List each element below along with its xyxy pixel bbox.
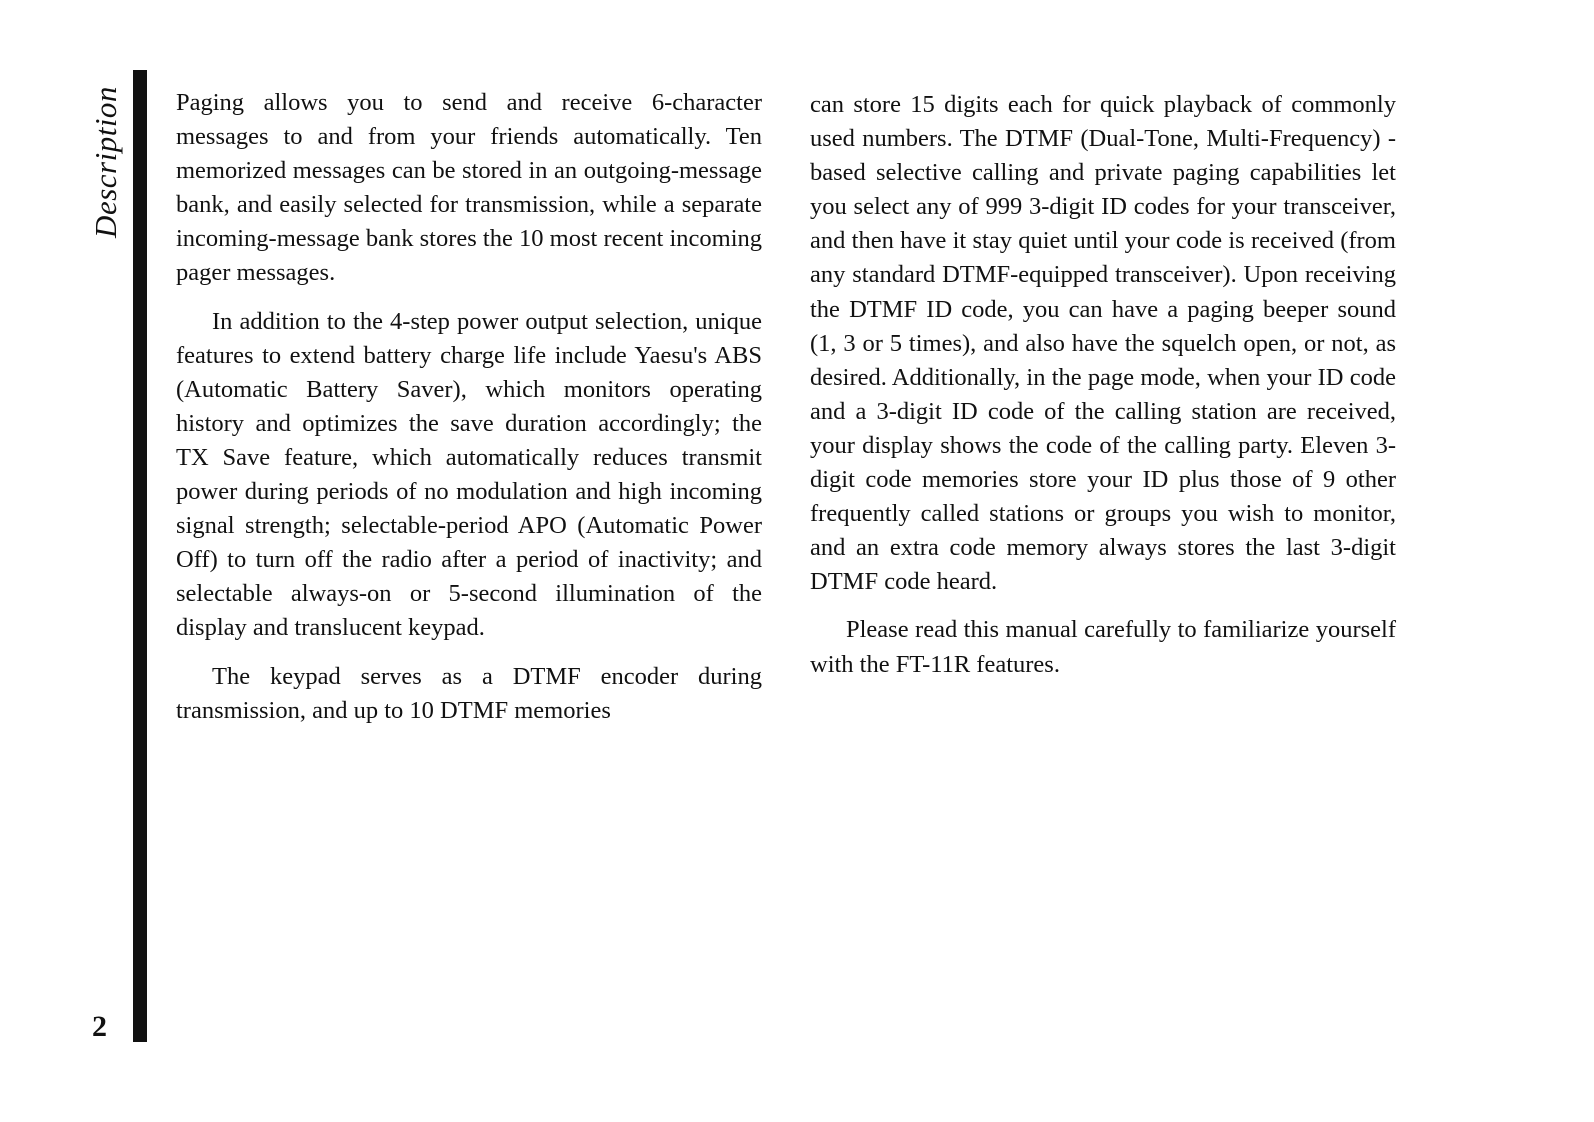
right-column	[810, 88, 1396, 696]
paragraph-paging: Paging allows you to send and receive 6-character messages to and from your friends automatically. Ten memorized messages can be stored in an outgoing-message bank, and easily selected for transmission, while a separate incoming-message bank stores the 10 most recent incoming pager messages.	[176, 89, 762, 287]
paragraph-keypad: The keypad serves as a DTMF encoder during transmission, and up to 10 DTMF memories	[176, 662, 762, 724]
paragraph-read-manual: Please read this manual carefully to familiarize yourself with the FT-11R features.	[810, 616, 1396, 678]
page-number: 2	[92, 1010, 107, 1043]
section-label-text: Description	[88, 86, 123, 238]
section-label	[88, 72, 124, 252]
paragraph-dtmf: can store 15 digits each for quick playback of commonly used numbers. The DTMF (Dual-Tone, Multi-Frequency) -based selective calling and private paging capabilities let you select any of 999 3-digit ID codes for your transceiver, and then have it stay quiet until your code is received (from any standard DTMF-equipped transceiver). Upon receiving the DTMF ID code, you can have a paging beeper sound (1, 3 or 5 times), and also have the squelch open, or not, as desired. Additionally, in the page mode, when your ID code and a 3-digit ID code of the calling station are received, your display shows the code of the calling party. Eleven 3-digit code memories store your ID plus those of 9 other frequently called stations or groups you wish to monitor, and an extra code memory always stores the last 3-digit DTMF code heard.	[810, 91, 1396, 596]
paragraph-power-saving: In addition to the 4-step power output selection, unique features to extend battery charge life include Yaesu's ABS (Automatic Battery Saver), which monitors operating history and optimizes the save duration accordingly; the TX Save feature, which automatically reduces transmit power during periods of no modulation and high incoming signal strength; selectable-period APO (Automatic Power Off) to turn off the radio after a period of inactivity; and selectable always-on or 5-second illumination of the display and translucent keypad.	[176, 307, 762, 642]
margin-bar	[133, 70, 147, 1042]
left-column	[176, 86, 762, 742]
